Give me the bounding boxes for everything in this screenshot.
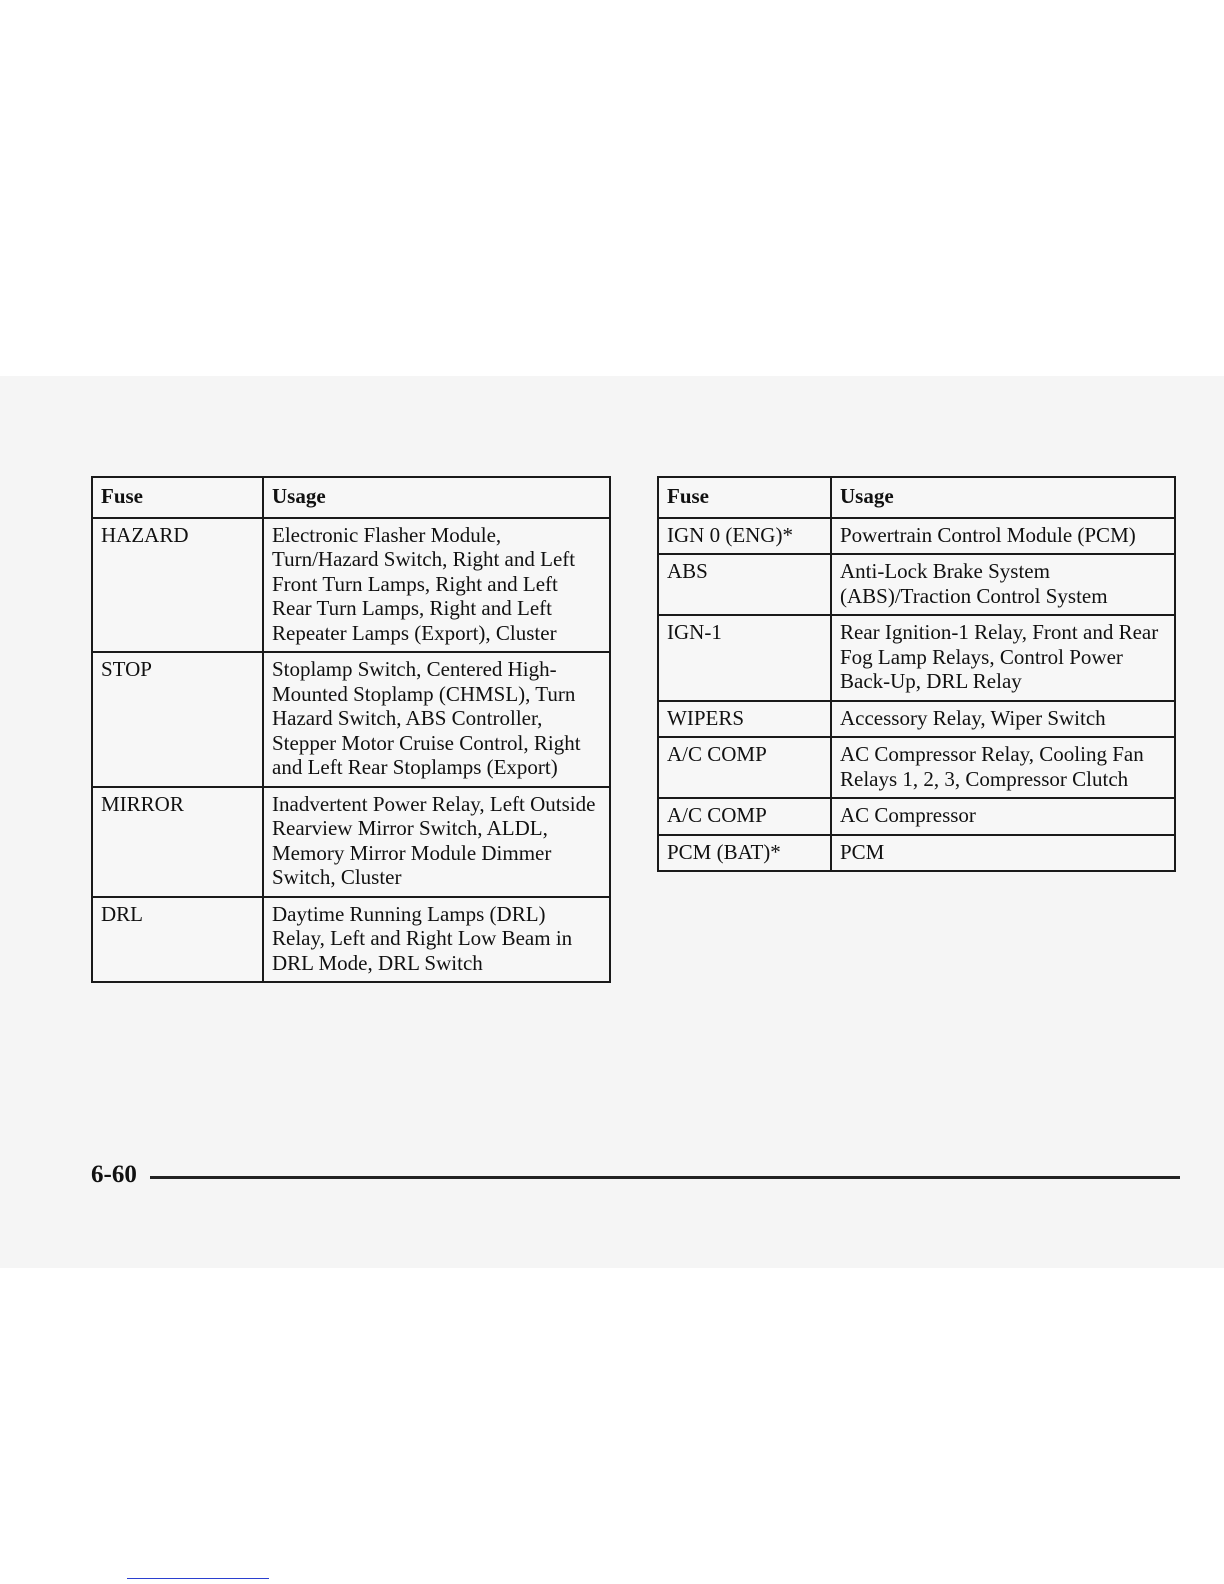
fuse-usage: AC Compressor (831, 798, 1175, 835)
fuse-name: HAZARD (92, 518, 263, 653)
fuse-usage: Rear Ignition-1 Relay, Front and Rear Fog Lamp Relays, Control Power Back-Up, DRL Relay (831, 615, 1175, 701)
table-row (658, 798, 1175, 835)
fuse-name: WIPERS (658, 701, 831, 738)
fuse-name: MIRROR (92, 787, 263, 897)
usage-column-header: Usage (263, 477, 610, 518)
fuse-name: A/C COMP (658, 737, 831, 798)
fuse-usage: Inadvertent Power Relay, Left Outside Rearview Mirror Switch, ALDL, Memory Mirror Module Dimmer Switch, Cluster (263, 787, 610, 897)
footer-rule (150, 1176, 1180, 1179)
fuse-column-header: Fuse (92, 477, 263, 518)
table-row (658, 835, 1175, 872)
fuse-usage: Electronic Flasher Module, Turn/Hazard Switch, Right and Left Front Turn Lamps, Right and Left Rear Turn Lamps, Right and Left Repeater Lamps (Export), Cluster (263, 518, 610, 653)
usage-column-header: Usage (831, 477, 1175, 518)
fuse-usage: Anti-Lock Brake System (ABS)/Traction Control System (831, 554, 1175, 615)
link-underline (127, 1578, 269, 1579)
fuse-name: A/C COMP (658, 798, 831, 835)
page-number: 6-60 (91, 1161, 137, 1188)
fuse-name: IGN 0 (ENG)* (658, 518, 831, 555)
table-row (658, 701, 1175, 738)
fuse-usage-table-left (91, 476, 611, 983)
fuse-usage: PCM (831, 835, 1175, 872)
table-header-row (92, 477, 610, 518)
fuse-name: ABS (658, 554, 831, 615)
table-row (658, 615, 1175, 701)
fuse-name: DRL (92, 897, 263, 983)
table-row (92, 652, 610, 787)
fuse-usage: Accessory Relay, Wiper Switch (831, 701, 1175, 738)
fuse-usage: Stoplamp Switch, Centered High-Mounted Stoplamp (CHMSL), Turn Hazard Switch, ABS Controller, Stepper Motor Cruise Control, Right and Left Rear Stoplamps (Export) (263, 652, 610, 787)
table-row (658, 518, 1175, 555)
fuse-name: STOP (92, 652, 263, 787)
fuse-name: PCM (BAT)* (658, 835, 831, 872)
fuse-usage-table-right (657, 476, 1176, 872)
table-row (92, 897, 610, 983)
fuse-usage: Powertrain Control Module (PCM) (831, 518, 1175, 555)
table-row (92, 518, 610, 653)
table-row (92, 787, 610, 897)
fuse-usage: AC Compressor Relay, Cooling Fan Relays 1, 2, 3, Compressor Clutch (831, 737, 1175, 798)
fuse-usage: Daytime Running Lamps (DRL) Relay, Left and Right Low Beam in DRL Mode, DRL Switch (263, 897, 610, 983)
table-header-row (658, 477, 1175, 518)
table-row (658, 737, 1175, 798)
fuse-column-header: Fuse (658, 477, 831, 518)
table-row (658, 554, 1175, 615)
fuse-name: IGN-1 (658, 615, 831, 701)
